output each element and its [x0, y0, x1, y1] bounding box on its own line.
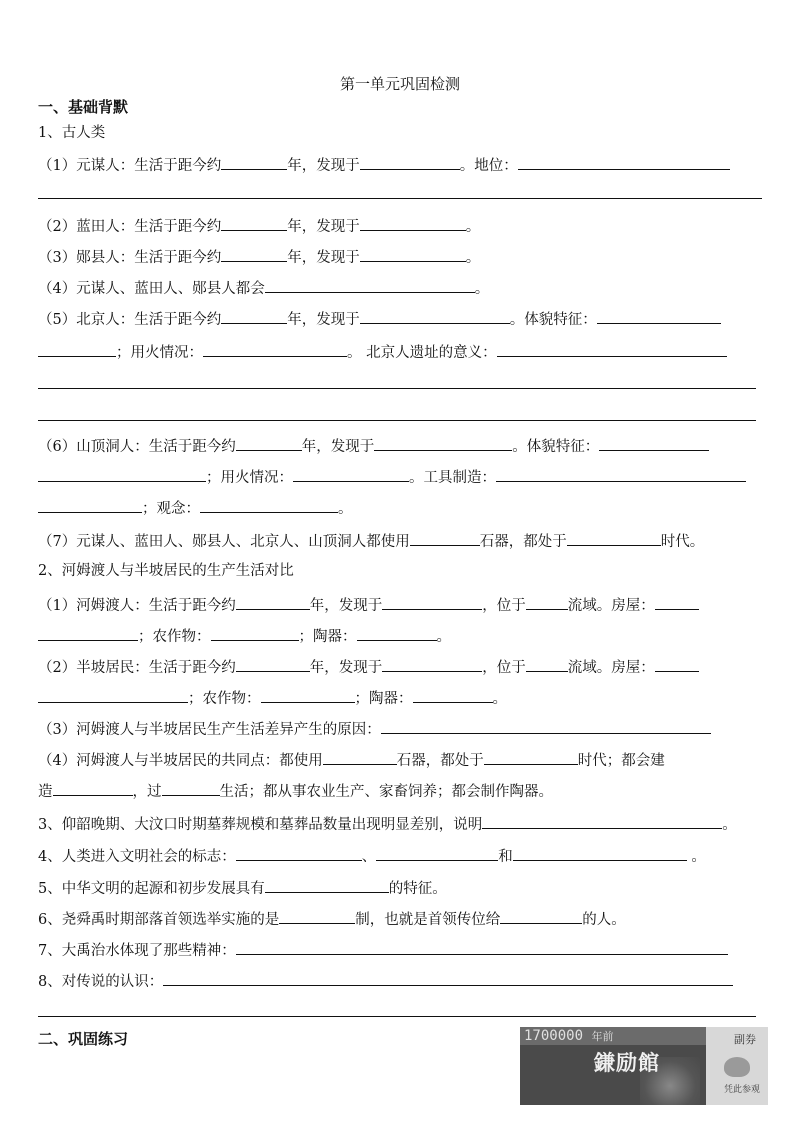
question-8: 8、对传说的认识：: [38, 970, 733, 990]
answer-blank[interactable]: [221, 246, 287, 262]
answer-blank[interactable]: [203, 341, 347, 357]
answer-line[interactable]: [38, 198, 762, 199]
question-1-5-cont: ；用火情况： 。 北京人遗址的意义：: [38, 341, 727, 361]
answer-blank[interactable]: [374, 435, 512, 451]
question-2-1-cont: ；农作物： ；陶器： 。: [38, 625, 451, 645]
answer-blank[interactable]: [323, 749, 397, 765]
question-1-4: （4）元谋人、蓝田人、郧县人都会 。: [38, 277, 489, 297]
section-heading-basics: 一、基础背默: [38, 98, 129, 116]
question-1-heading: 1、古人类: [38, 125, 106, 141]
answer-blank[interactable]: [357, 625, 437, 641]
answer-blank[interactable]: [655, 656, 699, 672]
answer-blank[interactable]: [265, 877, 389, 893]
question-2-2-cont: ；农作物： ；陶器： 。: [38, 687, 507, 707]
question-2-3: （3）河姆渡人与半坡居民生产生活差异产生的原因：: [38, 718, 711, 738]
answer-blank[interactable]: [376, 845, 498, 861]
answer-blank[interactable]: [413, 687, 493, 703]
answer-blank[interactable]: [360, 308, 510, 324]
answer-blank[interactable]: [382, 656, 482, 672]
answer-blank[interactable]: [38, 466, 206, 482]
answer-blank[interactable]: [162, 780, 220, 796]
answer-line[interactable]: [38, 420, 756, 421]
question-3: 3、仰韶晚期、大汶口时期墓葬规模和墓葬品数量出现明显差别，说明 。: [38, 813, 737, 833]
museum-seal-text: 鎌励館: [594, 1050, 660, 1075]
answer-blank[interactable]: [200, 497, 338, 513]
answer-blank[interactable]: [236, 435, 302, 451]
question-1-6-cont2: ；观念： 。: [38, 497, 353, 517]
answer-blank[interactable]: [53, 780, 133, 796]
answer-blank[interactable]: [360, 215, 466, 231]
answer-blank[interactable]: [236, 656, 310, 672]
answer-blank[interactable]: [655, 594, 699, 610]
answer-blank[interactable]: [261, 687, 355, 703]
question-4: 4、人类进入文明社会的标志： 、 和 。: [38, 845, 706, 865]
bird-icon: [724, 1057, 750, 1077]
question-1-6: （6）山顶洞人：生活于距今约 年，发现于 。体貌特征：: [38, 435, 709, 455]
answer-blank[interactable]: [38, 687, 188, 703]
answer-blank[interactable]: [360, 154, 460, 170]
question-1-1: （1）元谋人：生活于距今约 年，发现于 。地位：: [38, 154, 730, 174]
answer-blank[interactable]: [38, 625, 138, 641]
question-2-heading: 2、河姆渡人与半坡居民的生产生活对比: [38, 563, 294, 579]
answer-blank[interactable]: [567, 530, 661, 546]
answer-blank[interactable]: [484, 749, 578, 765]
answer-blank[interactable]: [38, 497, 142, 513]
answer-blank[interactable]: [38, 341, 116, 357]
question-2-2: （2）半坡居民：生活于距今约 年，发现于 ，位于 流域。房屋：: [38, 656, 699, 676]
answer-blank[interactable]: [500, 908, 582, 924]
question-2-4-cont: 造 ，过 生活；都从事农业生产、家畜饲养；都会制作陶器。: [38, 780, 553, 800]
question-7: 7、大禹治水体现了那些精神：: [38, 939, 728, 959]
question-2-4: （4）河姆渡人与半坡居民的共同点：都使用 石器，都处于 时代；都会建: [38, 749, 665, 769]
answer-blank[interactable]: [526, 594, 568, 610]
answer-blank[interactable]: [360, 246, 466, 262]
question-1-7: （7）元谋人、蓝田人、郧县人、北京人、山顶洞人都使用 石器，都处于 时代。: [38, 530, 704, 550]
answer-line[interactable]: [38, 388, 756, 389]
question-1-2: （2）蓝田人：生活于距今约 年，发现于 。: [38, 215, 480, 235]
answer-blank[interactable]: [497, 341, 727, 357]
section-heading-practice: 二、巩固练习: [38, 1030, 129, 1048]
answer-blank[interactable]: [163, 970, 733, 986]
answer-blank[interactable]: [211, 625, 299, 641]
answer-blank[interactable]: [265, 277, 475, 293]
question-1-3: （3）郧县人：生活于距今约 年，发现于 。: [38, 246, 480, 266]
page-title: 第一单元巩固检测: [339, 75, 460, 93]
question-5: 5、中华文明的起源和初步发展具有 的特征。: [38, 877, 447, 897]
answer-blank[interactable]: [382, 594, 482, 610]
question-6: 6、尧舜禹时期部落首领选举实施的是 制，也就是首领传位给 的人。: [38, 908, 626, 928]
museum-ticket-photo: 1700000 年前 鎌励館 副券 凭此参观: [520, 1027, 768, 1105]
answer-blank[interactable]: [221, 215, 287, 231]
answer-blank[interactable]: [221, 154, 287, 170]
answer-blank[interactable]: [482, 813, 722, 829]
answer-blank[interactable]: [518, 154, 730, 170]
answer-line[interactable]: [38, 1016, 756, 1017]
answer-blank[interactable]: [410, 530, 480, 546]
answer-blank[interactable]: [597, 308, 721, 324]
answer-blank[interactable]: [221, 308, 287, 324]
answer-blank[interactable]: [496, 466, 746, 482]
answer-blank[interactable]: [236, 845, 362, 861]
question-2-1: （1）河姆渡人：生活于距今约 年，发现于 ，位于 流域。房屋：: [38, 594, 699, 614]
answer-blank[interactable]: [381, 718, 711, 734]
answer-blank[interactable]: [526, 656, 568, 672]
answer-blank[interactable]: [513, 845, 687, 861]
answer-blank[interactable]: [599, 435, 709, 451]
answer-blank[interactable]: [236, 594, 310, 610]
question-1-5: （5）北京人：生活于距今约 年，发现于 。体貌特征：: [38, 308, 721, 328]
answer-blank[interactable]: [236, 939, 728, 955]
answer-blank[interactable]: [279, 908, 355, 924]
question-1-6-cont: ；用火情况： 。工具制造：: [38, 466, 746, 486]
answer-blank[interactable]: [293, 466, 409, 482]
